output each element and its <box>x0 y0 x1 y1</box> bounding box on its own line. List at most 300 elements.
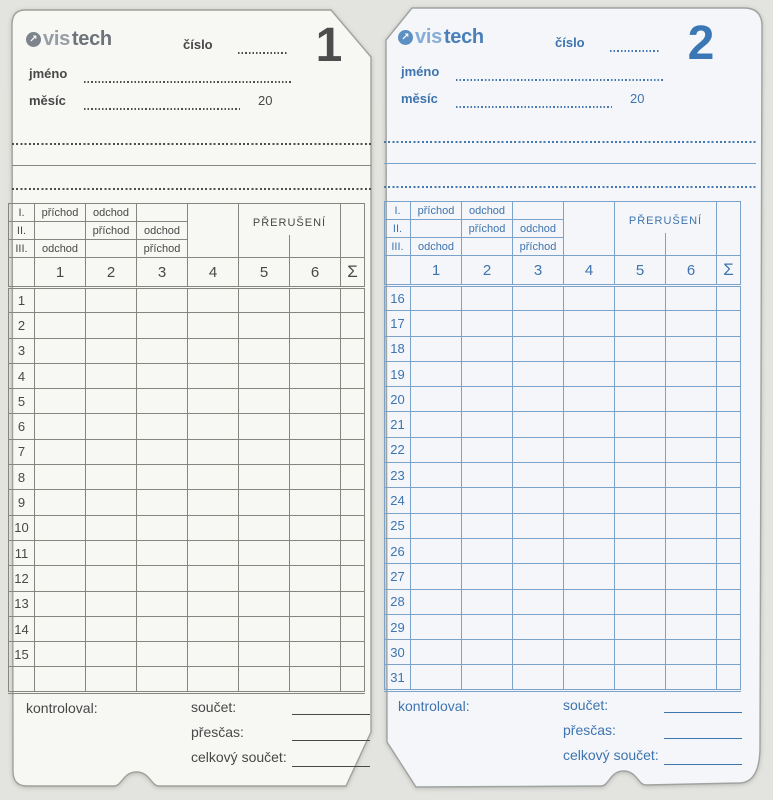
entry-cell <box>411 640 462 665</box>
entry-cell <box>35 363 86 388</box>
day-row <box>385 564 741 589</box>
entry-cell <box>615 311 666 336</box>
day-number: 10 <box>9 515 35 540</box>
entry-cell <box>137 616 188 641</box>
entry-cell <box>462 336 513 361</box>
sum-cell <box>341 313 365 338</box>
day-number: 24 <box>385 488 411 513</box>
day-number: 4 <box>9 363 35 388</box>
shift-row-1 <box>9 204 365 222</box>
logo-text-tech: tech <box>443 26 484 48</box>
entry-cell <box>35 414 86 439</box>
divider-solid <box>384 163 756 164</box>
entry-cell <box>35 616 86 641</box>
prescas-label: přesčas: <box>191 724 244 740</box>
day-row <box>9 490 365 515</box>
day-number: 16 <box>385 286 411 311</box>
entry-cell <box>188 642 239 667</box>
entry-cell <box>35 566 86 591</box>
header-col4-empty <box>188 204 239 258</box>
time-card-2 <box>384 8 756 786</box>
day-number: 14 <box>9 616 35 641</box>
entry-cell <box>564 286 615 311</box>
shift-label: III. <box>9 240 35 258</box>
sum-cell <box>717 463 741 488</box>
header-empty <box>411 220 462 238</box>
entry-cell <box>86 338 137 363</box>
sum-cell <box>341 616 365 641</box>
entry-cell <box>290 490 341 515</box>
mesic-label: měsíc <box>401 91 438 106</box>
entry-cell <box>615 564 666 589</box>
entry-cell <box>513 564 564 589</box>
mesic-dotted-field <box>84 108 240 110</box>
entry-cell <box>666 336 717 361</box>
sum-cell <box>341 490 365 515</box>
day-number: 13 <box>9 591 35 616</box>
day-row <box>385 311 741 336</box>
sum-cell <box>717 412 741 437</box>
header-empty <box>513 202 564 220</box>
mesic-label: měsíc <box>29 93 66 108</box>
day-number: 21 <box>385 412 411 437</box>
day-number: 22 <box>385 437 411 462</box>
entry-cell <box>137 591 188 616</box>
sum-cell <box>717 589 741 614</box>
sum-cell <box>341 439 365 464</box>
jmeno-dotted-field <box>84 81 292 83</box>
entry-cell <box>513 640 564 665</box>
entry-cell <box>290 414 341 439</box>
sum-cell <box>717 488 741 513</box>
column-number: 6 <box>290 258 341 288</box>
entry-cell <box>615 614 666 639</box>
entry-cell <box>564 538 615 563</box>
day-row <box>385 286 741 311</box>
entry-cell <box>188 389 239 414</box>
entry-cell <box>411 665 462 690</box>
entry-cell <box>564 589 615 614</box>
entry-cell <box>239 515 290 540</box>
header-odchod: odchod <box>86 204 137 222</box>
entry-cell <box>411 361 462 386</box>
entry-cell <box>86 490 137 515</box>
entry-cell <box>290 566 341 591</box>
sum-cell <box>717 614 741 639</box>
entry-cell <box>615 538 666 563</box>
sum-cell <box>717 538 741 563</box>
sum-cell <box>717 513 741 538</box>
entry-cell <box>615 665 666 690</box>
header-sigma-empty <box>717 202 741 256</box>
sum-cell <box>341 566 365 591</box>
divider-solid <box>12 165 371 166</box>
header-prichod: příchod <box>137 240 188 258</box>
sum-cell <box>717 437 741 462</box>
entry-cell <box>239 540 290 565</box>
sum-cell <box>341 414 365 439</box>
entry-cell <box>137 389 188 414</box>
day-row <box>9 540 365 565</box>
entry-cell <box>462 665 513 690</box>
entry-cell <box>513 538 564 563</box>
day-number: 23 <box>385 463 411 488</box>
entry-cell <box>564 437 615 462</box>
entry-cell <box>564 564 615 589</box>
entry-cell <box>290 540 341 565</box>
sum-cell <box>717 387 741 412</box>
kontroloval-label: kontroloval: <box>26 700 98 716</box>
column-number: 2 <box>462 256 513 286</box>
jmeno-dotted-field <box>456 79 664 81</box>
total-sum-line <box>292 766 370 767</box>
sum-cell <box>341 363 365 388</box>
shift-label: I. <box>385 202 411 220</box>
entry-cell <box>188 313 239 338</box>
entry-cell <box>239 667 290 692</box>
sum-cell <box>341 465 365 490</box>
entry-cell <box>462 286 513 311</box>
sigma-column: Σ <box>717 256 741 286</box>
total-sum-line <box>664 764 742 765</box>
day-number: 9 <box>9 490 35 515</box>
entry-cell <box>35 465 86 490</box>
sum-cell <box>341 389 365 414</box>
jmeno-label: jméno <box>29 66 68 81</box>
shift-label: II. <box>385 220 411 238</box>
entry-cell <box>35 667 86 692</box>
header-sigma-empty <box>341 204 365 258</box>
vistech-logo <box>26 28 112 51</box>
prescas-label: přesčas: <box>563 722 616 738</box>
entry-cell <box>411 412 462 437</box>
column-number: 6 <box>666 256 717 286</box>
entry-cell <box>462 614 513 639</box>
entry-cell <box>462 564 513 589</box>
day-row <box>9 667 365 692</box>
entry-cell <box>462 513 513 538</box>
entry-cell <box>411 564 462 589</box>
entry-cell <box>86 642 137 667</box>
entry-cell <box>239 288 290 313</box>
entry-cell <box>86 288 137 313</box>
shift-label: III. <box>385 238 411 256</box>
day-row <box>9 591 365 616</box>
interruption-header: PŘERUŠENÍ <box>615 202 717 256</box>
entry-cell <box>513 614 564 639</box>
entry-cell <box>462 412 513 437</box>
entry-cell <box>615 286 666 311</box>
entry-cell <box>86 616 137 641</box>
column-number: 5 <box>239 258 290 288</box>
divider-dotted-top <box>12 143 371 145</box>
entry-cell <box>564 463 615 488</box>
entry-cell <box>35 642 86 667</box>
entry-cell <box>86 439 137 464</box>
day-row <box>9 363 365 388</box>
column-number: 2 <box>86 258 137 288</box>
column-number: 3 <box>137 258 188 288</box>
entry-cell <box>513 488 564 513</box>
entry-cell <box>188 465 239 490</box>
day-number: 17 <box>385 311 411 336</box>
year-prefix: 20 <box>258 93 273 108</box>
entry-cell <box>615 361 666 386</box>
day-number: 8 <box>9 465 35 490</box>
header-col4-empty <box>564 202 615 256</box>
entry-cell <box>239 338 290 363</box>
day-row <box>385 412 741 437</box>
entry-cell <box>615 513 666 538</box>
header-empty <box>462 238 513 256</box>
entry-cell <box>290 642 341 667</box>
day-row <box>385 614 741 639</box>
entry-cell <box>86 389 137 414</box>
column-number: 4 <box>188 258 239 288</box>
vistech-logo-icon: ↗ <box>26 32 41 47</box>
entry-cell <box>564 361 615 386</box>
entry-cell <box>188 515 239 540</box>
day-number: 20 <box>385 387 411 412</box>
shift-label: I. <box>9 204 35 222</box>
sum-cell <box>341 288 365 313</box>
entry-cell <box>411 488 462 513</box>
day-row <box>385 387 741 412</box>
header-empty <box>137 204 188 222</box>
entry-cell <box>188 667 239 692</box>
entry-cell <box>462 387 513 412</box>
entry-cell <box>462 311 513 336</box>
entry-cell <box>35 540 86 565</box>
entry-cell <box>615 387 666 412</box>
entry-cell <box>513 361 564 386</box>
header-empty <box>385 256 411 286</box>
mesic-dotted-field <box>456 106 612 108</box>
entry-cell <box>239 363 290 388</box>
entry-cell <box>137 363 188 388</box>
entry-cell <box>290 439 341 464</box>
day-row <box>9 642 365 667</box>
logo-text-vis: vis <box>415 26 442 48</box>
vistech-logo <box>398 26 484 49</box>
entry-cell <box>35 515 86 540</box>
entry-cell <box>666 412 717 437</box>
entry-cell <box>666 538 717 563</box>
entry-cell <box>239 616 290 641</box>
entry-cell <box>188 338 239 363</box>
cislo-label: číslo <box>555 35 585 50</box>
entry-cell <box>239 465 290 490</box>
entry-cell <box>35 389 86 414</box>
entry-cell <box>86 313 137 338</box>
entry-cell <box>462 640 513 665</box>
entry-cell <box>137 642 188 667</box>
sum-cell <box>717 311 741 336</box>
entry-cell <box>462 589 513 614</box>
day-number: 3 <box>9 338 35 363</box>
day-number: 15 <box>9 642 35 667</box>
attendance-table-2 <box>384 201 741 692</box>
entry-cell <box>290 667 341 692</box>
logo-text-tech: tech <box>71 28 112 50</box>
entry-cell <box>35 313 86 338</box>
entry-cell <box>137 414 188 439</box>
entry-cell <box>290 515 341 540</box>
sum-cell <box>717 336 741 361</box>
header-prichod: příchod <box>35 204 86 222</box>
entry-cell <box>411 513 462 538</box>
entry-cell <box>290 363 341 388</box>
day-number: 29 <box>385 614 411 639</box>
entry-cell <box>239 566 290 591</box>
day-row <box>9 389 365 414</box>
day-number: 25 <box>385 513 411 538</box>
day-row <box>385 513 741 538</box>
entry-cell <box>86 591 137 616</box>
entry-cell <box>615 589 666 614</box>
entry-cell <box>666 589 717 614</box>
day-row <box>9 439 365 464</box>
day-number: 26 <box>385 538 411 563</box>
entry-cell <box>513 311 564 336</box>
entry-cell <box>411 387 462 412</box>
day-row <box>9 288 365 313</box>
entry-cell <box>290 288 341 313</box>
entry-cell <box>513 437 564 462</box>
entry-cell <box>666 564 717 589</box>
entry-cell <box>188 616 239 641</box>
entry-cell <box>411 311 462 336</box>
entry-cell <box>615 463 666 488</box>
year-prefix: 20 <box>630 91 645 106</box>
divider-dotted-bottom <box>12 188 371 190</box>
day-number: 30 <box>385 640 411 665</box>
entry-cell <box>462 488 513 513</box>
entry-cell <box>615 437 666 462</box>
entry-cell <box>462 463 513 488</box>
sum-cell <box>717 564 741 589</box>
day-row <box>385 437 741 462</box>
entry-cell <box>666 286 717 311</box>
header-empty <box>9 258 35 288</box>
entry-cell <box>239 389 290 414</box>
sigma-column: Σ <box>341 258 365 288</box>
cislo-dotted-field <box>610 50 660 52</box>
day-row <box>9 616 365 641</box>
entry-cell <box>188 566 239 591</box>
entry-cell <box>239 490 290 515</box>
entry-cell <box>188 288 239 313</box>
column-number: 3 <box>513 256 564 286</box>
column-number: 1 <box>35 258 86 288</box>
card-number: 2 <box>687 17 715 70</box>
entry-cell <box>137 338 188 363</box>
entry-cell <box>513 589 564 614</box>
day-number: 7 <box>9 439 35 464</box>
attendance-table-1 <box>8 203 365 694</box>
entry-cell <box>137 288 188 313</box>
entry-cell <box>513 513 564 538</box>
day-row <box>385 463 741 488</box>
column-number: 4 <box>564 256 615 286</box>
day-number: 12 <box>9 566 35 591</box>
entry-cell <box>666 311 717 336</box>
day-row <box>385 538 741 563</box>
soucet-label: součet: <box>191 699 237 715</box>
entry-cell <box>137 667 188 692</box>
entry-cell <box>290 389 341 414</box>
entry-cell <box>35 439 86 464</box>
divider-dotted-bottom <box>384 186 756 188</box>
divider-dotted-top <box>384 141 756 143</box>
entry-cell <box>290 591 341 616</box>
header-odchod: odchod <box>411 238 462 256</box>
entry-cell <box>513 336 564 361</box>
entry-cell <box>462 538 513 563</box>
day-row <box>385 665 741 690</box>
entry-cell <box>137 313 188 338</box>
entry-cell <box>411 538 462 563</box>
entry-cell <box>564 488 615 513</box>
day-number: 2 <box>9 313 35 338</box>
entry-cell <box>86 515 137 540</box>
entry-cell <box>564 665 615 690</box>
entry-cell <box>35 338 86 363</box>
entry-cell <box>86 465 137 490</box>
entry-cell <box>137 490 188 515</box>
entry-cell <box>564 640 615 665</box>
entry-cell <box>666 665 717 690</box>
entry-cell <box>462 437 513 462</box>
entry-cell <box>290 313 341 338</box>
sum-cell <box>717 286 741 311</box>
column-number: 1 <box>411 256 462 286</box>
entry-cell <box>411 463 462 488</box>
entry-cell <box>86 540 137 565</box>
column-number-row <box>385 256 741 286</box>
sum-cell <box>341 591 365 616</box>
header-odchod: odchod <box>462 202 513 220</box>
entry-cell <box>137 540 188 565</box>
entry-cell <box>564 387 615 412</box>
entry-cell <box>462 361 513 386</box>
entry-cell <box>513 665 564 690</box>
entry-cell <box>188 363 239 388</box>
header-prichod: příchod <box>513 238 564 256</box>
entry-cell <box>86 566 137 591</box>
day-number: 28 <box>385 589 411 614</box>
header-odchod: odchod <box>513 220 564 238</box>
entry-cell <box>239 313 290 338</box>
entry-cell <box>137 566 188 591</box>
day-row <box>385 589 741 614</box>
entry-cell <box>137 465 188 490</box>
entry-cell <box>290 616 341 641</box>
day-row <box>385 336 741 361</box>
column-number-row <box>9 258 365 288</box>
shift-label: II. <box>9 222 35 240</box>
entry-cell <box>615 412 666 437</box>
entry-cell <box>666 640 717 665</box>
cislo-dotted-field <box>238 52 288 54</box>
day-number: 31 <box>385 665 411 690</box>
overtime-line <box>292 740 370 741</box>
entry-cell <box>615 488 666 513</box>
entry-cell <box>411 589 462 614</box>
entry-cell <box>564 336 615 361</box>
sum-line <box>292 714 370 715</box>
entry-cell <box>137 439 188 464</box>
